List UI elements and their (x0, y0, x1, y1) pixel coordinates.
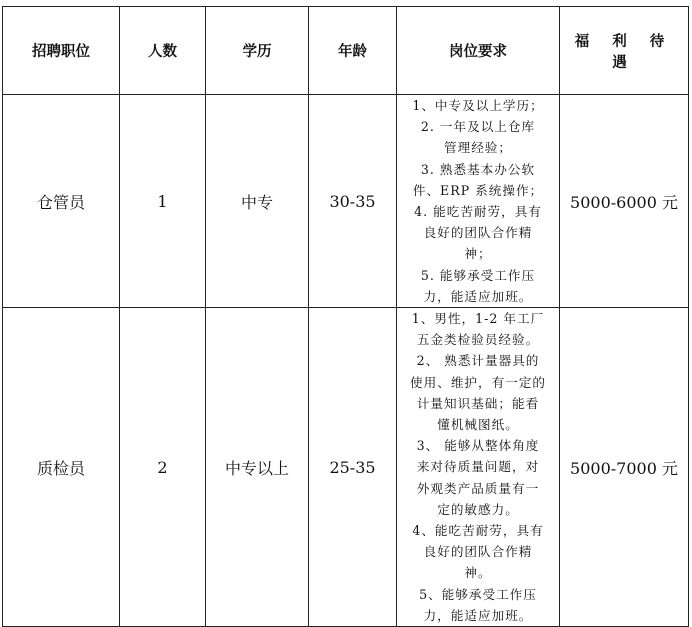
cell-education: 中专以上 (206, 308, 309, 627)
requirement-line: 良好的团队合作精 (423, 225, 533, 241)
requirement-line: 3、 能够从整体角度 (416, 438, 540, 454)
requirement-line: 力，能适应加班。 (423, 288, 533, 304)
requirement-line: 外观类产品质量有一 (416, 480, 540, 496)
requirement-line: 五金类检验员经验。 (416, 332, 540, 348)
requirement-line: 4. 能吃苦耐劳，具有 (414, 204, 542, 220)
requirement-line: 懂机械图纸。 (437, 417, 519, 433)
requirement-line: 定的敏感力。 (437, 501, 519, 517)
cell-education: 中专 (206, 95, 309, 308)
requirement-line: 2、 熟悉计量器具的 (416, 353, 540, 369)
recruitment-table (2, 6, 689, 627)
requirement-line: 计量知识基础；能看 (416, 395, 540, 411)
requirement-line: 5、能够承受工作压 (419, 586, 537, 602)
requirement-line: 神。 (464, 565, 492, 581)
requirement-line: 3. 熟悉基本办公软 (420, 161, 536, 177)
requirement-line: 神； (464, 246, 492, 262)
cell-count: 1 (120, 95, 206, 308)
header-count: 人数 (120, 7, 206, 95)
header-age: 年龄 (309, 7, 397, 95)
requirement-line: 来对待质量问题，对 (416, 459, 540, 475)
cell-salary: 5000-7000 元 (560, 308, 689, 627)
requirement-line: 1、中专及以上学历； (412, 98, 544, 113)
header-education: 学历 (206, 7, 309, 95)
cell-requirements (397, 308, 560, 627)
header-benefits: 福 利 待 遇 (560, 7, 689, 95)
cell-position: 仓管员 (3, 95, 120, 308)
cell-age: 30-35 (309, 95, 397, 308)
header-position: 招聘职位 (3, 7, 120, 95)
header-requirements: 岗位要求 (397, 7, 560, 95)
requirement-line: 2. 一年及以上仓库 (420, 119, 536, 135)
table-row (3, 308, 689, 627)
cell-salary: 5000-6000 元 (560, 95, 689, 308)
cell-requirements (397, 95, 560, 308)
requirement-line: 力，能适应加班。 (423, 607, 533, 623)
requirement-line: 4、能吃苦耐劳，具有 (412, 523, 544, 539)
header-row (3, 7, 689, 95)
requirement-line: 良好的团队合作精 (423, 544, 533, 560)
table-row (3, 95, 689, 308)
requirement-line: 件、ERP 系统操作； (412, 182, 544, 198)
requirement-line: 使用、维护，有一定的 (410, 374, 546, 390)
cell-count: 2 (120, 308, 206, 627)
requirement-line: 5. 能够承受工作压 (420, 267, 536, 283)
requirement-line: 1、男性，1-2 年工厂 (411, 311, 545, 327)
cell-age: 25-35 (309, 308, 397, 627)
requirement-line: 管理经验； (444, 140, 512, 156)
cell-position: 质检员 (3, 308, 120, 627)
